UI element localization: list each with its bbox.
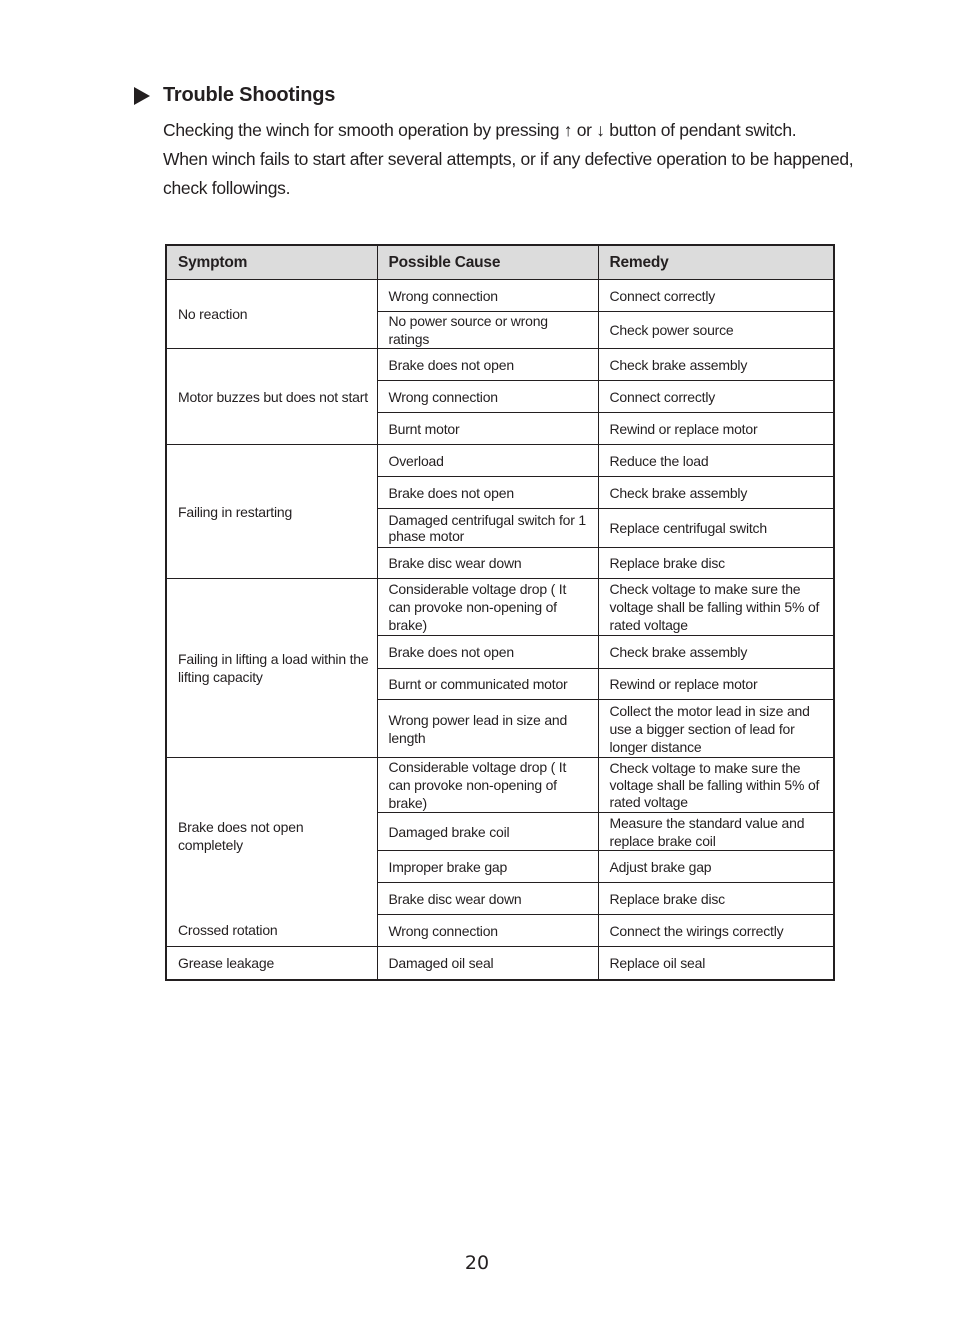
- remedy-cell: Check brake assembly: [598, 477, 834, 509]
- remedy-cell: Replace brake disc: [598, 883, 834, 915]
- intro-paragraph: [163, 116, 863, 203]
- header-symptom: Symptom: [166, 245, 377, 280]
- remedy-cell: Rewind or replace motor: [598, 413, 834, 445]
- cause-cell: Brake does not open: [377, 636, 598, 669]
- remedy-cell: Replace oil seal: [598, 947, 834, 980]
- cause-cell: Considerable voltage drop ( It can provoke non-opening of brake): [377, 758, 598, 813]
- remedy-cell: Replace centrifugal switch: [598, 509, 834, 548]
- intro-line: check followings.: [163, 178, 291, 198]
- cause-cell: Brake does not open: [377, 477, 598, 509]
- cause-cell: Considerable voltage drop ( It can provoke non-opening of brake): [377, 579, 598, 636]
- symptom-cell: Brake does not open completely: [166, 758, 377, 915]
- cause-cell: Brake disc wear down: [377, 883, 598, 915]
- cause-cell: Brake does not open: [377, 349, 598, 381]
- remedy-cell: Connect correctly: [598, 280, 834, 312]
- table-row: [166, 349, 834, 381]
- symptom-cell: Grease leakage: [166, 947, 377, 980]
- intro-line: When winch fails to start after several attempts, or if any defective operation to be happened,: [163, 149, 854, 169]
- remedy-cell: Check voltage to make sure the voltage shall be falling within 5% of rated voltage: [598, 758, 834, 813]
- remedy-cell: Adjust brake gap: [598, 851, 834, 883]
- symptom-cell: Motor buzzes but does not start: [166, 349, 377, 445]
- cause-cell: No power source or wrong ratings: [377, 312, 598, 349]
- table-header-row: [166, 245, 834, 280]
- cause-cell: Wrong power lead in size and length: [377, 700, 598, 758]
- section-heading: [134, 84, 335, 107]
- remedy-cell: Connect the wirings correctly: [598, 915, 834, 947]
- symptom-cell: Failing in lifting a load within the lifting capacity: [166, 579, 377, 758]
- table-row: [166, 947, 834, 980]
- intro-line: Checking the winch for smooth operation by pressing ↑ or ↓ button of pendant switch.: [163, 120, 797, 140]
- cause-cell: Burnt or communicated motor: [377, 669, 598, 700]
- header-remedy: Remedy: [598, 245, 834, 280]
- cause-cell: Wrong connection: [377, 280, 598, 312]
- triangle-bullet-icon: [134, 87, 150, 105]
- remedy-cell: Reduce the load: [598, 445, 834, 477]
- header-possible-cause: Possible Cause: [377, 245, 598, 280]
- cause-cell: Wrong connection: [377, 381, 598, 413]
- remedy-cell: Connect correctly: [598, 381, 834, 413]
- symptom-cell: Failing in restarting: [166, 445, 377, 579]
- table-row: [166, 758, 834, 813]
- remedy-cell: Check power source: [598, 312, 834, 349]
- cause-cell: Brake disc wear down: [377, 548, 598, 579]
- remedy-cell: Replace brake disc: [598, 548, 834, 579]
- symptom-cell: No reaction: [166, 280, 377, 349]
- table-row: [166, 915, 834, 947]
- section-title: Trouble Shootings: [163, 84, 336, 106]
- cause-cell: Damaged centrifugal switch for 1 phase motor: [377, 509, 598, 548]
- cause-cell: Overload: [377, 445, 598, 477]
- remedy-cell: Check brake assembly: [598, 349, 834, 381]
- remedy-cell: Check brake assembly: [598, 636, 834, 669]
- table-row: [166, 579, 834, 636]
- remedy-cell: Collect the motor lead in size and use a bigger section of lead for longer distance: [598, 700, 834, 758]
- symptom-cell: Crossed rotation: [166, 915, 377, 947]
- table-row: [166, 445, 834, 477]
- page-number: 20: [464, 1252, 490, 1274]
- cause-cell: Damaged oil seal: [377, 947, 598, 980]
- table-row: [166, 280, 834, 312]
- remedy-cell: Check voltage to make sure the voltage shall be falling within 5% of rated voltage: [598, 579, 834, 636]
- cause-cell: Wrong connection: [377, 915, 598, 947]
- remedy-cell: Measure the standard value and replace brake coil: [598, 813, 834, 851]
- cause-cell: Burnt motor: [377, 413, 598, 445]
- cause-cell: Damaged brake coil: [377, 813, 598, 851]
- remedy-cell: Rewind or replace motor: [598, 669, 834, 700]
- troubleshooting-table: [165, 244, 835, 981]
- cause-cell: Improper brake gap: [377, 851, 598, 883]
